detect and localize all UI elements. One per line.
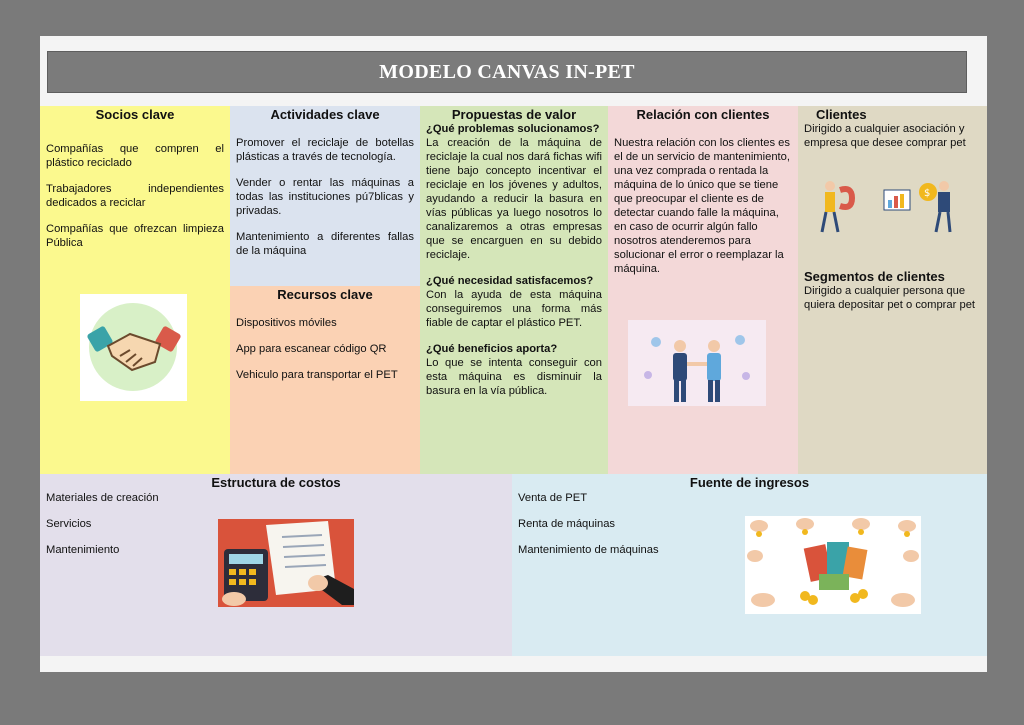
clientes-block <box>798 106 987 474</box>
canvas-page <box>40 36 987 672</box>
costos-item: Servicios <box>46 518 92 530</box>
recursos-item: Vehiculo para transportar el PET <box>236 369 398 381</box>
socios-item: Compañías que compren el plástico reciclado <box>46 143 224 169</box>
actividades-item: Mantenimiento a diferentes fallas de la máquina <box>236 231 414 257</box>
svg-text:$: $ <box>924 188 931 199</box>
fuente-ingresos-header: Fuente de ingresos <box>689 475 810 490</box>
actividades-clave-block <box>230 106 420 286</box>
title-bar <box>47 51 967 93</box>
actividades-item: Promover el reciclaje de botellas plásticas a través de tecnología. <box>236 137 414 163</box>
clientes-text: Dirigido a cualquier asociación y empresa que desee comprar pet <box>804 123 966 149</box>
socios-item: Trabajadores independientes dedicados a reciclar <box>46 183 224 209</box>
question-needs: ¿Qué necesidad satisfacemos? <box>426 275 594 287</box>
actividades-item: Vender o rentar las máquinas a todas las instituciones pú7blicas y privadas. <box>236 177 414 217</box>
page-title: MODELO CANVAS IN-PET <box>379 60 635 83</box>
hands-money-illustration <box>745 516 921 614</box>
recursos-clave-header: Recursos clave <box>277 287 373 302</box>
segmentos-clientes-text: Dirigido a cualquier persona que quiera depositar pet o comprar pet <box>804 285 976 311</box>
answer-needs: Con la ayuda de esta máquina conseguiremos una forma más fiable de captar el plástico PET. <box>426 289 602 329</box>
socios-clave-block <box>40 106 230 474</box>
question-benefits: ¿Qué beneficios aporta? <box>426 343 558 355</box>
calculator-invoice-illustration <box>218 519 354 607</box>
socios-clave-header: Socios clave <box>95 107 175 122</box>
relacion-text: Nuestra relación con los clientes es el de un servicio de mantenimiento, una vez comprada o rentada la máquina de lo único que se tiene que preocupar el cliente es de detectar cuando falle la máquina, en caso de ocurrir algún fallo nosotros atenderemos para solucionar el error o reemplazar la máquina. <box>614 137 790 275</box>
estructura-costos-header: Estructura de costos <box>211 475 341 490</box>
recursos-clave-block <box>230 286 420 474</box>
business-handshake-illustration <box>628 320 766 406</box>
relacion-clientes-block <box>608 106 798 474</box>
costos-item: Mantenimiento <box>46 544 120 556</box>
recursos-item: App para escanear código QR <box>236 343 387 355</box>
socios-item: Compañías que ofrezcan limpieza Pública <box>46 223 224 249</box>
ingresos-item: Renta de máquinas <box>518 518 616 530</box>
handshake-icon <box>80 294 187 401</box>
relacion-clientes-header: Relación con clientes <box>636 107 770 122</box>
magnet-attract-customers-illustration <box>816 176 956 236</box>
answer-problems: La creación de la máquina de reciclaje la cual nos dará fichas wifi tiene bajo concepto incentivar el reciclaje en los jóvenes y adultos, ayudando a reducir la basura en vías públicas ya luego nosotros lo canalizaremos a otras empresas que se encarguen en su debido reciclaje. <box>426 137 602 261</box>
propuestas-valor-header: Propuestas de valor <box>451 107 577 122</box>
recursos-item: Dispositivos móviles <box>236 317 337 329</box>
question-problems: ¿Qué problemas solucionamos? <box>426 123 600 135</box>
propuestas-valor-block <box>420 106 608 474</box>
ingresos-item: Venta de PET <box>518 492 588 504</box>
segmentos-clientes-header: Segmentos de clientes <box>804 269 945 284</box>
clientes-header: Clientes <box>816 107 867 122</box>
costos-item: Materiales de creación <box>46 492 159 504</box>
answer-benefits: Lo que se intenta conseguir con esta máquina es disminuir la basura en la vía pública. <box>426 357 602 397</box>
ingresos-item: Mantenimiento de máquinas <box>518 544 659 556</box>
actividades-clave-header: Actividades clave <box>270 107 380 122</box>
